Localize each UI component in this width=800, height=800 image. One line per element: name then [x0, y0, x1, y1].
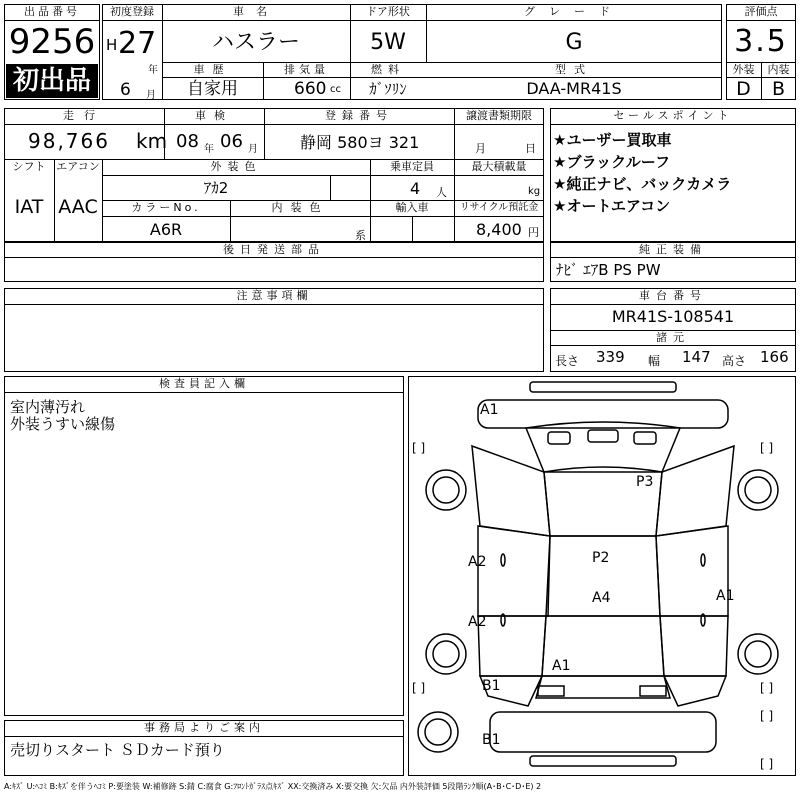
- inspection-month: 06: [220, 131, 243, 152]
- grade-label: グレード: [524, 5, 624, 18]
- inspection-label: 車検: [195, 109, 233, 122]
- mark-left-rear-door: A2: [468, 614, 487, 630]
- genuine-equipment: ﾅﾋﾞ ｴｱB PS PW: [556, 261, 661, 279]
- transfer-day-unit: 日: [525, 142, 536, 155]
- door-type: 5W: [370, 30, 406, 55]
- inspector-note-1: 室内薄汚れ: [10, 398, 86, 416]
- mark-center-rear: A4: [592, 590, 611, 606]
- car-name-label: 車名: [233, 5, 279, 18]
- mark-tailgate: A1: [552, 658, 571, 674]
- interior-grade: B: [771, 78, 786, 100]
- mark-center-front: P2: [592, 550, 610, 566]
- office-note: 売切りスタート ＳＤカード預り: [10, 741, 225, 759]
- chassis-number: MR41S-108541: [611, 307, 735, 326]
- mileage: 98,766: [28, 129, 110, 153]
- aircon: AAC: [58, 196, 98, 218]
- damage-legend: A:ｷｽﾞ U:ﾍｺﾐ B:ｷｽﾞを伴うﾍｺﾐ P:要塗装 W:補修跡 S:錆 C:腐食 G:ﾌﾛﾝﾄｶﾞﾗｽ点ｷｽﾞ XX:交換済み X:要交換 欠:欠品 内外装評価 5段階ﾗﾝｸ順(A･B･C･D･E) 2: [4, 782, 542, 791]
- inspection-year: 08: [176, 131, 199, 152]
- registration-number: 静岡 580ヨ 321: [300, 133, 420, 152]
- score-label: 評価点: [744, 5, 778, 18]
- specs-label: 諸元: [656, 331, 690, 344]
- later-parts-label: 後日発送部品: [223, 243, 325, 256]
- displacement-label: 排気量: [284, 63, 329, 76]
- shift: IAT: [14, 196, 44, 218]
- office-label: 事務局よりご案内: [144, 721, 264, 734]
- reg-year-unit: 年: [148, 65, 158, 76]
- mark-front-bumper: A1: [480, 402, 499, 418]
- registration-number-label: 登録番号: [325, 109, 393, 122]
- fuel: ｶﾞｿﾘﾝ: [369, 80, 407, 98]
- mark-right-rear-door: A1: [716, 588, 735, 604]
- capacity: 4: [410, 179, 421, 198]
- mileage-unit: km: [136, 129, 168, 153]
- sales-point-1: ★ユーザー買取車: [553, 131, 672, 149]
- height-label: 高さ: [722, 354, 747, 368]
- bracket-3: [ ]: [412, 681, 426, 695]
- history: 自家用: [187, 79, 238, 99]
- first-registration-label: 初度登録: [110, 5, 154, 18]
- door-label: ドア形状: [366, 5, 410, 18]
- recycle-label: リサイクル預託金: [459, 202, 539, 213]
- aircon-label: エアコン: [56, 160, 100, 173]
- sales-points-label: セールスポイント: [613, 109, 733, 122]
- bracket-5: [ ]: [760, 709, 774, 723]
- mark-roof: P3: [636, 474, 654, 490]
- recycle-fee: 8,400: [476, 220, 522, 239]
- bracket-1: [ ]: [412, 441, 426, 455]
- history-label: 車歴: [193, 63, 232, 76]
- genuine-equipment-label: 純正装備: [639, 243, 707, 256]
- transfer-deadline-label: 譲渡書類期限: [466, 109, 532, 122]
- color-number: A6R: [149, 220, 183, 239]
- bracket-4: [ ]: [760, 681, 774, 695]
- inspector-note-2: 外装うすい線傷: [10, 415, 116, 433]
- caution-label: 注意事項欄: [236, 289, 312, 302]
- sales-point-4: ★オートエアコン: [553, 197, 671, 215]
- max-load-label: 最大積載量: [471, 160, 527, 173]
- grade: G: [565, 30, 583, 55]
- transfer-month-unit: 月: [475, 142, 486, 155]
- inspection-year-unit: 年: [204, 144, 214, 155]
- exterior-color-label: 外装色: [210, 160, 262, 173]
- era: H: [106, 36, 118, 54]
- max-load-unit: kg: [528, 186, 541, 197]
- inspector-label: 検査員記入欄: [159, 377, 249, 390]
- length: 339: [596, 348, 625, 366]
- reg-year: 27: [118, 26, 157, 61]
- bracket-2: [ ]: [760, 441, 774, 455]
- interior-color-unit: 系: [355, 229, 366, 242]
- color-number-label: カラーNo.: [131, 201, 201, 214]
- shift-label: シフト: [12, 160, 46, 173]
- car-name: ハスラー: [211, 30, 300, 55]
- score: 3.5: [734, 24, 788, 59]
- inspection-month-unit: 月: [248, 144, 258, 155]
- bracket-6: [ ]: [760, 757, 774, 771]
- mark-rear-bumper: B1: [482, 732, 501, 748]
- capacity-unit: 人: [436, 186, 447, 199]
- sales-point-2: ★ブラックルーフ: [553, 153, 670, 171]
- reg-month-unit: 月: [146, 90, 156, 101]
- capacity-label: 乗車定員: [390, 160, 434, 173]
- first-listing-label: 初出品: [12, 66, 91, 96]
- model: DAA-MR41S: [526, 79, 622, 98]
- model-label: 型式: [555, 63, 593, 76]
- lot-number: 9256: [8, 22, 96, 62]
- exterior-label: 外装: [732, 63, 755, 76]
- fuel-label: 燃料: [371, 63, 405, 76]
- chassis-label: 車台番号: [639, 289, 707, 302]
- lot-number-label: 出品番号: [24, 5, 80, 18]
- length-label: 長さ: [555, 354, 580, 368]
- height: 166: [760, 348, 789, 366]
- mark-left-front-door: A2: [468, 554, 487, 570]
- reg-month: 6: [120, 80, 131, 100]
- displacement: 660: [294, 79, 327, 99]
- exterior-grade: D: [736, 78, 751, 100]
- width: 147: [682, 348, 711, 366]
- interior-label: 内装: [767, 63, 790, 76]
- car-diagram: [408, 376, 796, 776]
- import-label: 輸入車: [395, 201, 429, 214]
- displacement-unit: cc: [330, 84, 341, 95]
- interior-color-label: 内装色: [271, 201, 329, 214]
- exterior-color: ｱｶ2: [203, 179, 229, 197]
- recycle-unit: 円: [528, 226, 539, 239]
- sales-point-3: ★純正ナビ、バックカメラ: [553, 175, 732, 193]
- mileage-label: 走行: [63, 109, 105, 122]
- width-label: 幅: [648, 354, 661, 368]
- mark-left-quarter: B1: [482, 678, 501, 694]
